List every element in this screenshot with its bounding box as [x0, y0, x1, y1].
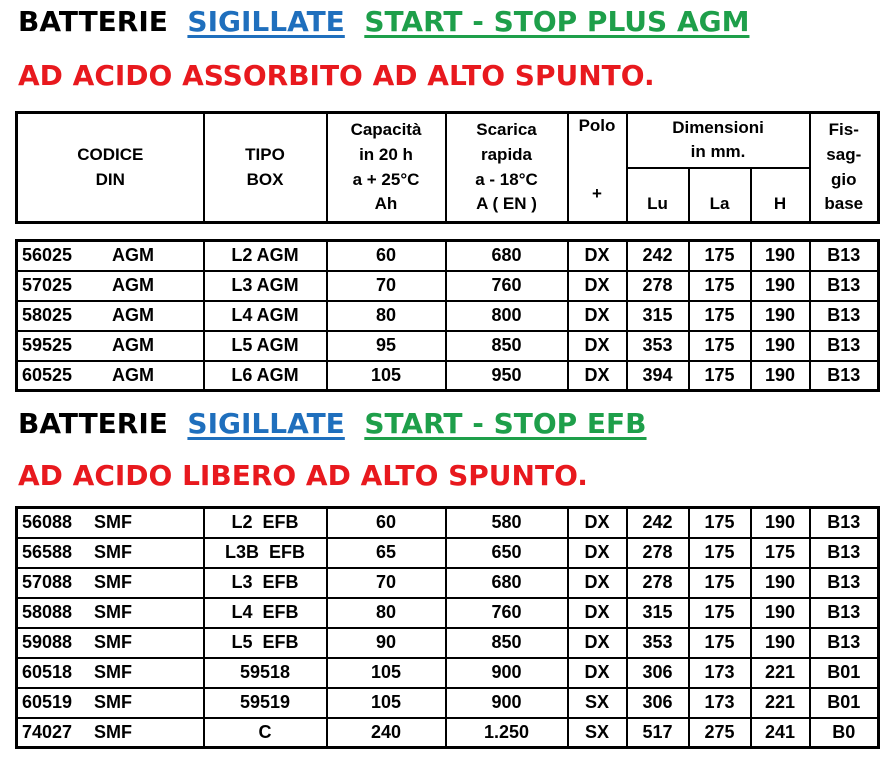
cell-ah: 70	[327, 271, 446, 301]
table-row	[17, 658, 879, 688]
cell-en: 680	[446, 568, 568, 598]
cell-en: 760	[446, 271, 568, 301]
cell-codice	[17, 598, 204, 628]
cell-ah: 105	[327, 658, 446, 688]
cell-tipo: L4 EFB	[204, 598, 327, 628]
table-row	[17, 361, 879, 391]
cell-en: 580	[446, 508, 568, 538]
cell-h: 190	[751, 598, 810, 628]
cell-base: B13	[810, 331, 879, 361]
cell-ah: 80	[327, 598, 446, 628]
cell-base: B0	[810, 718, 879, 748]
section1-title	[18, 5, 750, 38]
cell-la: 175	[689, 628, 751, 658]
code-number: 58088	[22, 602, 73, 622]
cell-ah: 80	[327, 301, 446, 331]
cell-polo: DX	[568, 361, 627, 391]
table-row	[17, 538, 879, 568]
cell-codice	[17, 271, 204, 301]
header-dim-lu: Lu	[627, 168, 689, 223]
cell-codice	[17, 508, 204, 538]
code-suffix: SMF	[94, 692, 132, 712]
cell-en: 850	[446, 331, 568, 361]
cell-lu: 278	[627, 568, 689, 598]
cell-h: 190	[751, 241, 810, 271]
cell-en: 900	[446, 658, 568, 688]
cell-base: B01	[810, 658, 879, 688]
cell-lu: 306	[627, 688, 689, 718]
header-tipo: TIPO BOX	[204, 113, 327, 223]
cell-tipo: L3B EFB	[204, 538, 327, 568]
table-row	[17, 508, 879, 538]
cell-en: 950	[446, 361, 568, 391]
table-row	[17, 301, 879, 331]
code-number: 60525	[22, 364, 73, 385]
cell-base: B13	[810, 241, 879, 271]
cell-la: 173	[689, 688, 751, 718]
cell-codice	[17, 628, 204, 658]
cell-lu: 517	[627, 718, 689, 748]
cell-la: 275	[689, 718, 751, 748]
cell-base: B13	[810, 271, 879, 301]
cell-codice	[17, 241, 204, 271]
cell-en: 650	[446, 538, 568, 568]
cell-la: 175	[689, 361, 751, 391]
table-row	[17, 628, 879, 658]
cell-polo: DX	[568, 628, 627, 658]
code-suffix: SMF	[94, 542, 132, 562]
cell-base: B13	[810, 301, 879, 331]
cell-polo: DX	[568, 658, 627, 688]
header-dimensioni: Dimensioni in mm.	[627, 113, 810, 168]
cell-polo: DX	[568, 598, 627, 628]
cell-base: B13	[810, 538, 879, 568]
cell-h: 221	[751, 658, 810, 688]
cell-h: 190	[751, 271, 810, 301]
cell-ah: 105	[327, 688, 446, 718]
cell-ah: 60	[327, 508, 446, 538]
agm-table	[15, 239, 880, 392]
cell-en: 760	[446, 598, 568, 628]
code-number: 60519	[22, 692, 73, 712]
section2-subtitle: AD ACIDO LIBERO AD ALTO SPUNTO.	[18, 459, 588, 492]
cell-en: 680	[446, 241, 568, 271]
cell-base: B13	[810, 628, 879, 658]
table-row	[17, 688, 879, 718]
cell-tipo: L2 EFB	[204, 508, 327, 538]
cell-h: 190	[751, 361, 810, 391]
cell-codice	[17, 361, 204, 391]
code-suffix: AGM	[112, 245, 154, 266]
cell-la: 175	[689, 598, 751, 628]
cell-tipo: 59518	[204, 658, 327, 688]
table-row	[17, 331, 879, 361]
code-number: 57088	[22, 572, 73, 592]
cell-codice	[17, 718, 204, 748]
cell-h: 190	[751, 628, 810, 658]
cell-la: 175	[689, 301, 751, 331]
cell-polo: SX	[568, 718, 627, 748]
cell-la: 175	[689, 271, 751, 301]
code-suffix: AGM	[112, 275, 154, 295]
cell-base: B01	[810, 688, 879, 718]
cell-tipo: L3 EFB	[204, 568, 327, 598]
code-suffix: SMF	[94, 721, 132, 742]
cell-ah: 105	[327, 361, 446, 391]
cell-h: 190	[751, 331, 810, 361]
cell-base: B13	[810, 598, 879, 628]
cell-lu: 242	[627, 508, 689, 538]
cell-lu: 278	[627, 538, 689, 568]
code-suffix: SMF	[94, 572, 132, 592]
code-suffix: AGM	[112, 335, 154, 355]
code-number: 57025	[22, 275, 73, 295]
cell-polo: DX	[568, 271, 627, 301]
cell-h: 221	[751, 688, 810, 718]
cell-h: 241	[751, 718, 810, 748]
section2-title-word-sigillate: SIGILLATE	[187, 407, 345, 440]
header-dim-h: H	[751, 168, 810, 223]
cell-polo: DX	[568, 508, 627, 538]
cell-ah: 95	[327, 331, 446, 361]
cell-lu: 353	[627, 331, 689, 361]
cell-tipo: L3 AGM	[204, 271, 327, 301]
code-number: 56025	[22, 245, 73, 266]
cell-lu: 353	[627, 628, 689, 658]
section2-title-word-type: START - STOP EFB	[364, 407, 647, 440]
section1-title-word-batterie: BATTERIE	[18, 5, 168, 38]
cell-la: 175	[689, 331, 751, 361]
cell-la: 175	[689, 538, 751, 568]
cell-lu: 278	[627, 271, 689, 301]
cell-h: 175	[751, 538, 810, 568]
section1-title-word-type: START - STOP PLUS AGM	[364, 5, 750, 38]
header-table	[15, 111, 880, 224]
cell-tipo: L6 AGM	[204, 361, 327, 391]
cell-lu: 394	[627, 361, 689, 391]
code-number: 56088	[22, 512, 73, 533]
code-suffix: SMF	[94, 512, 132, 533]
code-suffix: SMF	[94, 662, 132, 682]
cell-h: 190	[751, 508, 810, 538]
cell-polo: DX	[568, 241, 627, 271]
section2-title-word-batterie: BATTERIE	[18, 407, 168, 440]
cell-codice	[17, 688, 204, 718]
cell-tipo: C	[204, 718, 327, 748]
cell-tipo: L2 AGM	[204, 241, 327, 271]
cell-la: 175	[689, 508, 751, 538]
table-row	[17, 718, 879, 748]
table-row	[17, 598, 879, 628]
code-number: 59525	[22, 335, 73, 355]
table-row	[17, 568, 879, 598]
header-fissaggio: Fis- sag- gio base	[810, 113, 879, 223]
cell-tipo: L5 EFB	[204, 628, 327, 658]
code-number: 74027	[22, 721, 73, 742]
cell-ah: 60	[327, 241, 446, 271]
cell-en: 900	[446, 688, 568, 718]
cell-polo: DX	[568, 538, 627, 568]
cell-la: 175	[689, 568, 751, 598]
code-number: 56588	[22, 542, 73, 562]
cell-tipo: L4 AGM	[204, 301, 327, 331]
header-dim-la: La	[689, 168, 751, 223]
cell-codice	[17, 301, 204, 331]
cell-en: 800	[446, 301, 568, 331]
cell-polo: DX	[568, 331, 627, 361]
header-capacita: Capacità in 20 h a + 25°C Ah	[327, 113, 446, 223]
code-suffix: AGM	[112, 364, 154, 385]
cell-codice	[17, 538, 204, 568]
efb-table	[15, 506, 880, 749]
cell-base: B13	[810, 568, 879, 598]
header-codice: CODICE DIN	[17, 113, 204, 223]
code-suffix: SMF	[94, 602, 132, 622]
cell-codice	[17, 331, 204, 361]
code-number: 58025	[22, 305, 73, 325]
section1-subtitle: AD ACIDO ASSORBITO AD ALTO SPUNTO.	[18, 59, 655, 92]
cell-la: 175	[689, 241, 751, 271]
cell-polo: DX	[568, 568, 627, 598]
code-number: 59088	[22, 632, 73, 652]
cell-h: 190	[751, 301, 810, 331]
cell-polo: SX	[568, 688, 627, 718]
cell-lu: 306	[627, 658, 689, 688]
cell-lu: 242	[627, 241, 689, 271]
cell-tipo: 59519	[204, 688, 327, 718]
cell-base: B13	[810, 508, 879, 538]
cell-ah: 65	[327, 538, 446, 568]
cell-ah: 240	[327, 718, 446, 748]
cell-la: 173	[689, 658, 751, 688]
table-row	[17, 241, 879, 271]
cell-h: 190	[751, 568, 810, 598]
cell-ah: 90	[327, 628, 446, 658]
cell-codice	[17, 568, 204, 598]
header-scarica: Scarica rapida a - 18°C A ( EN )	[446, 113, 568, 223]
section2-title	[18, 407, 647, 440]
cell-en: 1.250	[446, 718, 568, 748]
cell-tipo: L5 AGM	[204, 331, 327, 361]
code-suffix: SMF	[94, 632, 132, 652]
cell-codice	[17, 658, 204, 688]
cell-lu: 315	[627, 598, 689, 628]
cell-lu: 315	[627, 301, 689, 331]
section1-title-word-sigillate: SIGILLATE	[187, 5, 345, 38]
cell-en: 850	[446, 628, 568, 658]
cell-polo: DX	[568, 301, 627, 331]
cell-base: B13	[810, 361, 879, 391]
header-polo: Polo +	[568, 113, 627, 223]
code-suffix: AGM	[112, 305, 154, 325]
cell-ah: 70	[327, 568, 446, 598]
table-row	[17, 271, 879, 301]
code-number: 60518	[22, 662, 73, 682]
